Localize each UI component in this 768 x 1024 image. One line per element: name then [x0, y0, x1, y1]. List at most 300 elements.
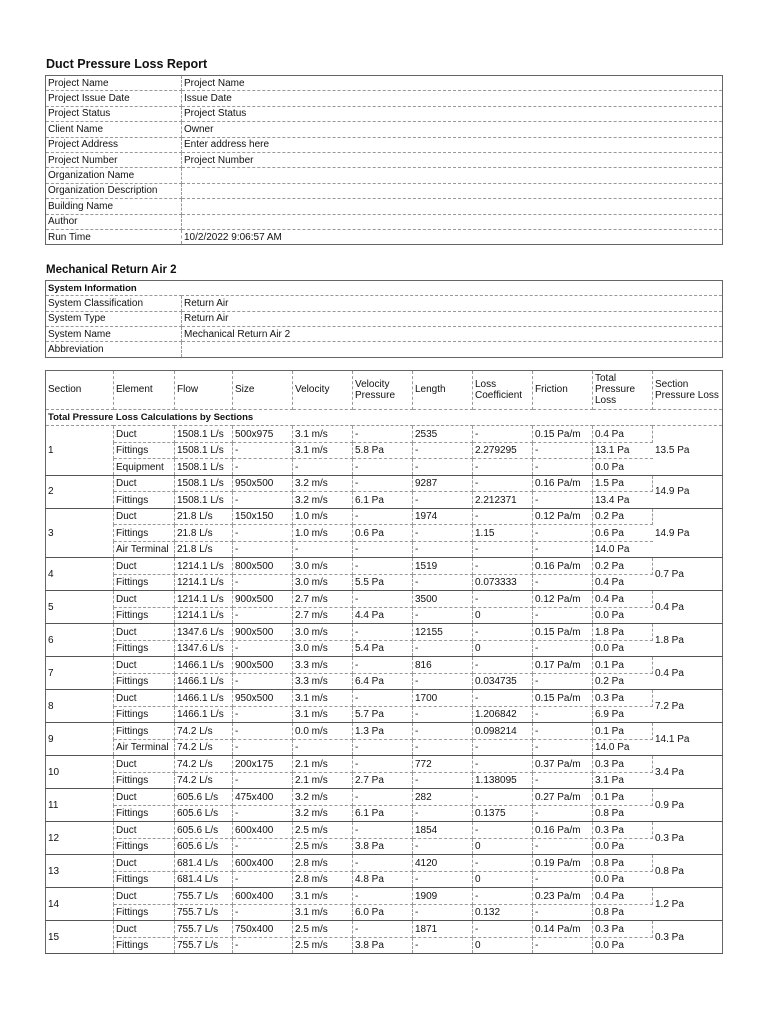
section-pressure-loss: 0.9 Pa [653, 789, 723, 822]
velocity-cell: 1.0 m/s [293, 525, 353, 542]
element-cell: Air Terminal [114, 739, 175, 756]
length-cell: 1974 [413, 508, 473, 525]
loss-coefficient-cell: 0 [473, 937, 533, 954]
element-cell: Fittings [114, 723, 175, 740]
loss-coefficient-cell: 1.15 [473, 525, 533, 542]
length-cell: - [413, 772, 473, 789]
velocity-cell: - [293, 541, 353, 558]
project-info-label: Project Number [46, 152, 182, 167]
column-header: Velocity [293, 370, 353, 409]
element-cell: Fittings [114, 640, 175, 657]
loss-coefficient-cell: - [473, 624, 533, 641]
flow-cell: 1508.1 L/s [175, 459, 233, 476]
project-info-value: Issue Date [182, 91, 723, 106]
total-pressure-loss-cell: 3.1 Pa [593, 772, 653, 789]
velocity-pressure-cell: 5.8 Pa [353, 442, 413, 459]
velocity-pressure-cell: 2.7 Pa [353, 772, 413, 789]
size-cell: - [233, 772, 293, 789]
table-row [46, 607, 723, 624]
velocity-pressure-cell: - [353, 591, 413, 608]
loss-coefficient-cell: - [473, 426, 533, 443]
loss-coefficient-cell: - [473, 855, 533, 872]
project-info-label: Run Time [46, 229, 182, 244]
friction-cell: - [533, 492, 593, 509]
velocity-pressure-cell: - [353, 739, 413, 756]
velocity-cell: - [293, 739, 353, 756]
friction-cell: - [533, 937, 593, 954]
element-cell: Duct [114, 624, 175, 641]
size-cell: - [233, 904, 293, 921]
flow-cell: 74.2 L/s [175, 739, 233, 756]
velocity-cell: 3.1 m/s [293, 904, 353, 921]
report-title: Duct Pressure Loss Report [46, 57, 208, 71]
length-cell: 2535 [413, 426, 473, 443]
table-row [46, 558, 723, 575]
friction-cell: - [533, 838, 593, 855]
length-cell: - [413, 937, 473, 954]
velocity-cell: 3.2 m/s [293, 475, 353, 492]
table-row [46, 657, 723, 674]
total-pressure-loss-cell: 0.0 Pa [593, 459, 653, 476]
size-cell: - [233, 574, 293, 591]
velocity-pressure-cell: - [353, 855, 413, 872]
total-pressure-loss-cell: 0.4 Pa [593, 574, 653, 591]
flow-cell: 1214.1 L/s [175, 574, 233, 591]
project-info-table [45, 75, 723, 245]
velocity-cell: 3.1 m/s [293, 426, 353, 443]
velocity-cell: 2.7 m/s [293, 607, 353, 624]
loss-coefficient-cell: - [473, 789, 533, 806]
size-cell: 500x975 [233, 426, 293, 443]
flow-cell: 605.6 L/s [175, 822, 233, 839]
total-pressure-loss-cell: 0.3 Pa [593, 756, 653, 773]
friction-cell: - [533, 541, 593, 558]
loss-coefficient-cell: - [473, 459, 533, 476]
table-row [46, 508, 723, 525]
table-row [46, 822, 723, 839]
total-pressure-loss-cell: 0.4 Pa [593, 591, 653, 608]
project-info-value [182, 199, 723, 214]
system-info-row [46, 311, 723, 326]
table-row [46, 789, 723, 806]
column-header: Friction [533, 370, 593, 409]
loss-table-title: Total Pressure Loss Calculations by Sections [46, 409, 723, 426]
loss-coefficient-cell: - [473, 508, 533, 525]
section-pressure-loss: 14.9 Pa [653, 508, 723, 558]
element-cell: Duct [114, 591, 175, 608]
friction-cell: - [533, 673, 593, 690]
total-pressure-loss-cell: 0.1 Pa [593, 789, 653, 806]
section-pressure-loss: 0.3 Pa [653, 822, 723, 855]
flow-cell: 755.7 L/s [175, 921, 233, 938]
element-cell: Fittings [114, 805, 175, 822]
velocity-cell: 2.5 m/s [293, 822, 353, 839]
length-cell: - [413, 838, 473, 855]
table-row [46, 690, 723, 707]
velocity-cell: 2.8 m/s [293, 855, 353, 872]
section-pressure-loss: 0.4 Pa [653, 657, 723, 690]
system-info-value: Mechanical Return Air 2 [182, 327, 723, 342]
velocity-cell: 2.5 m/s [293, 838, 353, 855]
velocity-pressure-cell: - [353, 888, 413, 905]
table-row [46, 838, 723, 855]
element-cell: Fittings [114, 772, 175, 789]
element-cell: Equipment [114, 459, 175, 476]
element-cell: Fittings [114, 706, 175, 723]
total-pressure-loss-cell: 0.1 Pa [593, 657, 653, 674]
project-info-row [46, 152, 723, 167]
total-pressure-loss-cell: 0.8 Pa [593, 904, 653, 921]
element-cell: Fittings [114, 492, 175, 509]
friction-cell: 0.19 Pa/m [533, 855, 593, 872]
section-number: 2 [46, 475, 114, 508]
column-header: Size [233, 370, 293, 409]
flow-cell: 1214.1 L/s [175, 591, 233, 608]
velocity-pressure-cell: - [353, 558, 413, 575]
velocity-pressure-cell: 4.8 Pa [353, 871, 413, 888]
section-pressure-loss: 7.2 Pa [653, 690, 723, 723]
size-cell: 200x175 [233, 756, 293, 773]
velocity-cell: 3.2 m/s [293, 805, 353, 822]
system-info-value [182, 342, 723, 357]
table-row [46, 772, 723, 789]
velocity-cell: 3.1 m/s [293, 888, 353, 905]
loss-coefficient-cell: - [473, 475, 533, 492]
table-row [46, 723, 723, 740]
length-cell: - [413, 492, 473, 509]
flow-cell: 605.6 L/s [175, 838, 233, 855]
friction-cell: 0.15 Pa/m [533, 624, 593, 641]
flow-cell: 74.2 L/s [175, 723, 233, 740]
project-info-row [46, 106, 723, 121]
flow-cell: 1214.1 L/s [175, 607, 233, 624]
loss-table-header [46, 370, 723, 409]
column-header: Loss Coefficient [473, 370, 533, 409]
length-cell: - [413, 574, 473, 591]
loss-coefficient-cell: 1.138095 [473, 772, 533, 789]
total-pressure-loss-cell: 0.0 Pa [593, 838, 653, 855]
friction-cell: - [533, 640, 593, 657]
element-cell: Duct [114, 475, 175, 492]
velocity-pressure-cell: - [353, 508, 413, 525]
total-pressure-loss-cell: 0.4 Pa [593, 888, 653, 905]
length-cell: - [413, 706, 473, 723]
system-info-value: Return Air [182, 311, 723, 326]
column-header: Flow [175, 370, 233, 409]
velocity-cell: 2.5 m/s [293, 921, 353, 938]
velocity-cell: 1.0 m/s [293, 508, 353, 525]
element-cell: Duct [114, 426, 175, 443]
table-row [46, 541, 723, 558]
total-pressure-loss-cell: 13.4 Pa [593, 492, 653, 509]
column-header: Length [413, 370, 473, 409]
friction-cell: 0.16 Pa/m [533, 475, 593, 492]
flow-cell: 681.4 L/s [175, 855, 233, 872]
total-pressure-loss-cell: 1.5 Pa [593, 475, 653, 492]
friction-cell: - [533, 706, 593, 723]
system-info-row [46, 327, 723, 342]
project-info-row [46, 183, 723, 198]
flow-cell: 21.8 L/s [175, 525, 233, 542]
friction-cell: - [533, 607, 593, 624]
friction-cell: 0.15 Pa/m [533, 426, 593, 443]
velocity-pressure-cell: - [353, 475, 413, 492]
velocity-cell: 3.1 m/s [293, 442, 353, 459]
section-number: 14 [46, 888, 114, 921]
friction-cell: 0.16 Pa/m [533, 558, 593, 575]
velocity-pressure-cell: 0.6 Pa [353, 525, 413, 542]
table-row [46, 475, 723, 492]
element-cell: Fittings [114, 937, 175, 954]
length-cell: 1700 [413, 690, 473, 707]
system-info-label: System Name [46, 327, 182, 342]
project-info-label: Client Name [46, 122, 182, 137]
loss-coefficient-cell: - [473, 558, 533, 575]
element-cell: Duct [114, 756, 175, 773]
section-pressure-loss: 0.4 Pa [653, 591, 723, 624]
velocity-cell: 3.2 m/s [293, 789, 353, 806]
size-cell: 150x150 [233, 508, 293, 525]
friction-cell: - [533, 723, 593, 740]
length-cell: 3500 [413, 591, 473, 608]
loss-coefficient-cell: 0 [473, 838, 533, 855]
element-cell: Air Terminal [114, 541, 175, 558]
section-pressure-loss: 1.2 Pa [653, 888, 723, 921]
project-info-value: Enter address here [182, 137, 723, 152]
friction-cell: 0.17 Pa/m [533, 657, 593, 674]
element-cell: Fittings [114, 871, 175, 888]
project-info-row [46, 137, 723, 152]
flow-cell: 1466.1 L/s [175, 657, 233, 674]
section-number: 1 [46, 426, 114, 476]
section-pressure-loss: 14.9 Pa [653, 475, 723, 508]
flow-cell: 1214.1 L/s [175, 558, 233, 575]
section-number: 10 [46, 756, 114, 789]
size-cell: 950x500 [233, 475, 293, 492]
total-pressure-loss-cell: 0.0 Pa [593, 937, 653, 954]
size-cell: - [233, 640, 293, 657]
project-info-value [182, 183, 723, 198]
total-pressure-loss-cell: 1.8 Pa [593, 624, 653, 641]
system-info-row [46, 296, 723, 311]
element-cell: Fittings [114, 574, 175, 591]
loss-coefficient-cell: - [473, 690, 533, 707]
flow-cell: 1508.1 L/s [175, 492, 233, 509]
friction-cell: - [533, 805, 593, 822]
velocity-cell: 2.1 m/s [293, 772, 353, 789]
velocity-pressure-cell: - [353, 657, 413, 674]
table-row [46, 459, 723, 476]
element-cell: Fittings [114, 838, 175, 855]
size-cell: 900x500 [233, 591, 293, 608]
section-number: 15 [46, 921, 114, 954]
length-cell: - [413, 607, 473, 624]
flow-cell: 755.7 L/s [175, 888, 233, 905]
element-cell: Fittings [114, 673, 175, 690]
size-cell: 900x500 [233, 624, 293, 641]
velocity-cell: 3.2 m/s [293, 492, 353, 509]
project-info-label: Organization Name [46, 168, 182, 183]
velocity-pressure-cell: - [353, 426, 413, 443]
size-cell: 950x500 [233, 690, 293, 707]
velocity-cell: 2.8 m/s [293, 871, 353, 888]
total-pressure-loss-cell: 0.8 Pa [593, 855, 653, 872]
loss-coefficient-cell: - [473, 657, 533, 674]
section-pressure-loss: 14.1 Pa [653, 723, 723, 756]
flow-cell: 1508.1 L/s [175, 442, 233, 459]
total-pressure-loss-cell: 0.2 Pa [593, 558, 653, 575]
length-cell: 9287 [413, 475, 473, 492]
pressure-loss-table [45, 370, 723, 955]
flow-cell: 74.2 L/s [175, 756, 233, 773]
table-row [46, 805, 723, 822]
flow-cell: 1508.1 L/s [175, 426, 233, 443]
section-number: 11 [46, 789, 114, 822]
table-row [46, 673, 723, 690]
size-cell: 800x500 [233, 558, 293, 575]
friction-cell: 0.23 Pa/m [533, 888, 593, 905]
length-cell: 1519 [413, 558, 473, 575]
velocity-pressure-cell: 4.4 Pa [353, 607, 413, 624]
total-pressure-loss-cell: 0.0 Pa [593, 607, 653, 624]
velocity-pressure-cell: - [353, 921, 413, 938]
length-cell: - [413, 525, 473, 542]
loss-coefficient-cell: - [473, 756, 533, 773]
project-info-value [182, 214, 723, 229]
velocity-cell: 3.0 m/s [293, 558, 353, 575]
velocity-cell: - [293, 459, 353, 476]
loss-coefficient-cell: - [473, 921, 533, 938]
flow-cell: 605.6 L/s [175, 789, 233, 806]
loss-coefficient-cell: 0.073333 [473, 574, 533, 591]
total-pressure-loss-cell: 0.3 Pa [593, 690, 653, 707]
total-pressure-loss-cell: 0.4 Pa [593, 426, 653, 443]
velocity-cell: 2.5 m/s [293, 937, 353, 954]
flow-cell: 1466.1 L/s [175, 706, 233, 723]
element-cell: Duct [114, 789, 175, 806]
section-number: 12 [46, 822, 114, 855]
table-row [46, 888, 723, 905]
loss-coefficient-cell: - [473, 888, 533, 905]
velocity-cell: 2.7 m/s [293, 591, 353, 608]
table-row [46, 525, 723, 542]
friction-cell: - [533, 459, 593, 476]
section-pressure-loss: 1.8 Pa [653, 624, 723, 657]
total-pressure-loss-cell: 14.0 Pa [593, 739, 653, 756]
system-info-table [45, 280, 723, 358]
length-cell: 772 [413, 756, 473, 773]
friction-cell: - [533, 871, 593, 888]
velocity-cell: 2.1 m/s [293, 756, 353, 773]
project-info-row [46, 76, 723, 91]
velocity-cell: 3.3 m/s [293, 657, 353, 674]
flow-cell: 605.6 L/s [175, 805, 233, 822]
element-cell: Duct [114, 822, 175, 839]
column-header: Element [114, 370, 175, 409]
table-row [46, 591, 723, 608]
length-cell: - [413, 673, 473, 690]
size-cell: - [233, 459, 293, 476]
flow-cell: 1466.1 L/s [175, 673, 233, 690]
section-number: 8 [46, 690, 114, 723]
velocity-cell: 0.0 m/s [293, 723, 353, 740]
project-info-row [46, 91, 723, 106]
length-cell: 816 [413, 657, 473, 674]
size-cell: 600x400 [233, 855, 293, 872]
loss-coefficient-cell: 1.206842 [473, 706, 533, 723]
system-info-value: Return Air [182, 296, 723, 311]
total-pressure-loss-cell: 0.1 Pa [593, 723, 653, 740]
element-cell: Fittings [114, 904, 175, 921]
flow-cell: 1347.6 L/s [175, 640, 233, 657]
velocity-cell: 3.0 m/s [293, 574, 353, 591]
size-cell: 600x400 [233, 822, 293, 839]
length-cell: 1871 [413, 921, 473, 938]
friction-cell: - [533, 772, 593, 789]
element-cell: Duct [114, 690, 175, 707]
flow-cell: 1508.1 L/s [175, 475, 233, 492]
table-row [46, 492, 723, 509]
table-row [46, 442, 723, 459]
length-cell: 282 [413, 789, 473, 806]
element-cell: Fittings [114, 607, 175, 624]
friction-cell: 0.27 Pa/m [533, 789, 593, 806]
length-cell: - [413, 739, 473, 756]
system-info-label: Abbreviation [46, 342, 182, 357]
project-info-value: Owner [182, 122, 723, 137]
total-pressure-loss-cell: 0.8 Pa [593, 805, 653, 822]
flow-cell: 681.4 L/s [175, 871, 233, 888]
loss-coefficient-cell: - [473, 739, 533, 756]
length-cell: 1909 [413, 888, 473, 905]
project-info-row [46, 214, 723, 229]
section-number: 4 [46, 558, 114, 591]
section-pressure-loss: 0.3 Pa [653, 921, 723, 954]
total-pressure-loss-cell: 6.9 Pa [593, 706, 653, 723]
column-header: Total Pressure Loss [593, 370, 653, 409]
size-cell: - [233, 492, 293, 509]
loss-coefficient-cell: 0 [473, 871, 533, 888]
project-info-label: Organization Description [46, 183, 182, 198]
friction-cell: - [533, 904, 593, 921]
friction-cell: - [533, 574, 593, 591]
loss-coefficient-cell: 2.212371 [473, 492, 533, 509]
total-pressure-loss-cell: 0.3 Pa [593, 822, 653, 839]
velocity-pressure-cell: 5.7 Pa [353, 706, 413, 723]
size-cell: - [233, 706, 293, 723]
size-cell: - [233, 937, 293, 954]
length-cell: - [413, 805, 473, 822]
loss-coefficient-cell: 2.279295 [473, 442, 533, 459]
table-row [46, 904, 723, 921]
section-pressure-loss: 0.8 Pa [653, 855, 723, 888]
length-cell: 12155 [413, 624, 473, 641]
table-row [46, 871, 723, 888]
total-pressure-loss-cell: 0.2 Pa [593, 673, 653, 690]
total-pressure-loss-cell: 14.0 Pa [593, 541, 653, 558]
table-row [46, 937, 723, 954]
friction-cell: 0.15 Pa/m [533, 690, 593, 707]
section-pressure-loss: 0.7 Pa [653, 558, 723, 591]
element-cell: Duct [114, 888, 175, 905]
section-number: 13 [46, 855, 114, 888]
flow-cell: 21.8 L/s [175, 508, 233, 525]
project-info-row [46, 122, 723, 137]
friction-cell: 0.12 Pa/m [533, 508, 593, 525]
length-cell: - [413, 442, 473, 459]
velocity-pressure-cell: - [353, 541, 413, 558]
section-number: 3 [46, 508, 114, 558]
